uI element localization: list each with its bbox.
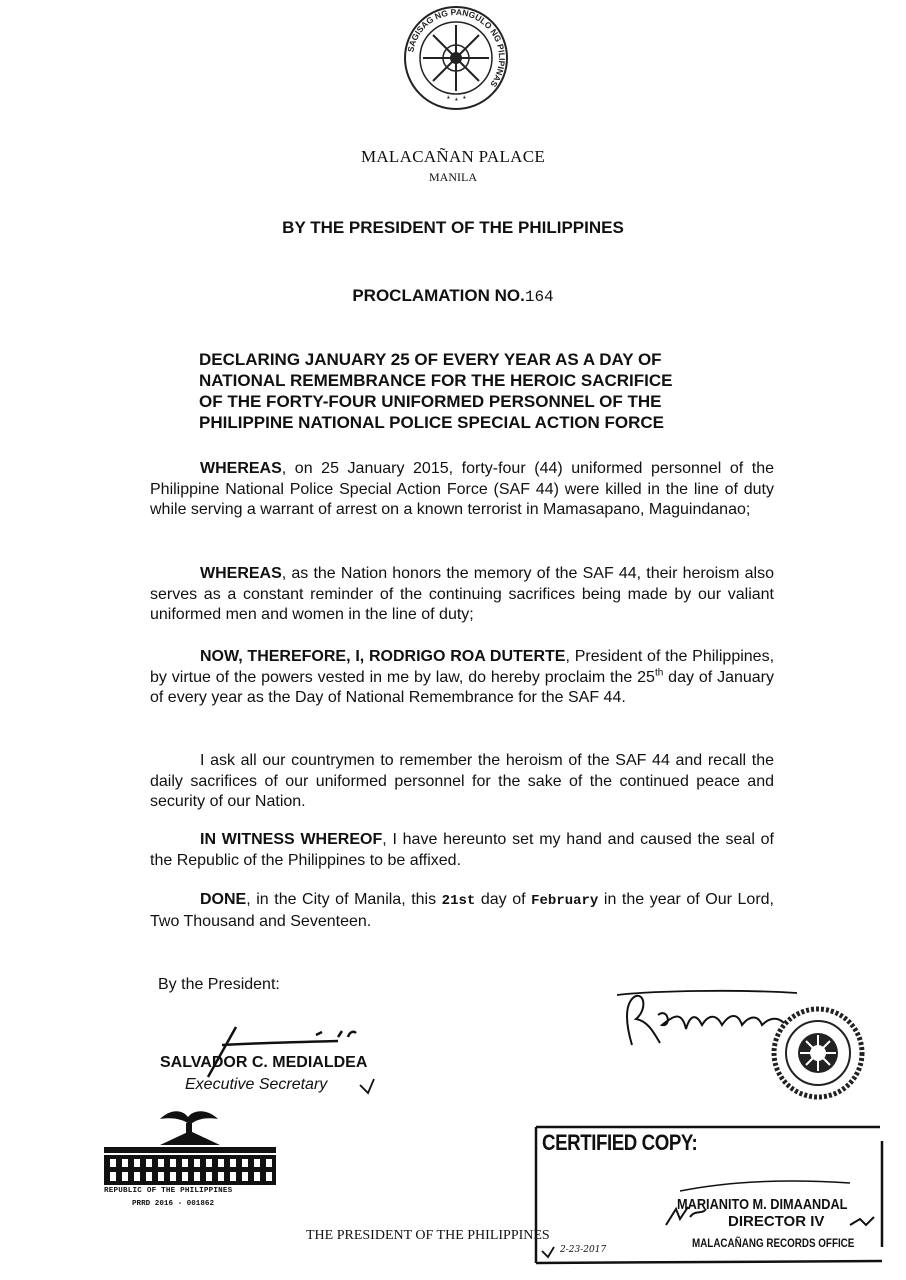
certified-copy-title: CERTIFIED COPY: bbox=[542, 1130, 698, 1155]
by-the-president-label: By the President: bbox=[158, 976, 280, 993]
handwritten-date: 2-23-2017 bbox=[560, 1245, 607, 1255]
whereas-paragraph-1 bbox=[150, 459, 774, 521]
malacanang-palace-icon bbox=[100, 1107, 280, 1192]
records-office: MALACAÑANG RECORDS OFFICE bbox=[692, 1236, 855, 1250]
footer-text: THE PRESIDENT OF THE PHILIPPINES bbox=[306, 1228, 550, 1243]
paragraph-text: day of January of every year as the Day of National Remembrance for the SAF 44. bbox=[150, 668, 774, 706]
paragraph-text: day of bbox=[475, 891, 532, 908]
whereas-paragraph-2 bbox=[150, 564, 774, 626]
paragraph-text: in the year of Our Lord, Two Thousand and Seventeen. bbox=[150, 891, 774, 930]
paragraph-text: , I have hereunto set my hand and caused the seal of the Republic of the Philippines to be affixed. bbox=[150, 831, 774, 869]
appeal-paragraph bbox=[150, 751, 774, 813]
proclamation-label: PROCLAMATION NO. bbox=[352, 286, 525, 305]
ordinal-suffix: th bbox=[654, 667, 664, 679]
proclamation-title bbox=[199, 349, 739, 433]
witness-paragraph bbox=[150, 830, 774, 871]
paragraph-lead: IN WITNESS WHEREOF bbox=[200, 831, 383, 848]
proclamation-number: 164 bbox=[524, 288, 554, 306]
paragraph-lead: WHEREAS bbox=[200, 460, 282, 477]
title-line: DECLARING JANUARY 25 OF EVERY YEAR AS A DAY OF bbox=[199, 350, 662, 369]
certifying-officer-position: DIRECTOR IV bbox=[728, 1213, 825, 1230]
secretary-title: Executive Secretary bbox=[185, 1076, 328, 1093]
paragraph-lead: WHEREAS bbox=[200, 565, 282, 582]
presidential-seal-icon bbox=[403, 5, 509, 111]
paragraph-text: , as the Nation honors the memory of the SAF 44, their heroism also serves as a constant reminder of the continuing sacrifices being made by our valiant uniformed men and women in the line of duty; bbox=[150, 565, 774, 623]
title-line: PHILIPPINE NATIONAL POLICE SPECIAL ACTION FORCE bbox=[199, 413, 665, 432]
paragraph-lead: NOW, THEREFORE, I, RODRIGO ROA DUTERTE bbox=[200, 648, 566, 665]
paragraph-lead: DONE bbox=[200, 891, 247, 908]
issuer-heading: BY THE PRESIDENT OF THE PHILIPPINES bbox=[282, 218, 624, 237]
proclamation-heading bbox=[0, 286, 906, 306]
paragraph-text: , in the City of Manila, this bbox=[246, 891, 442, 908]
seal-ring-text: SAGISAG NG PANGULO NG PILIPINAS bbox=[405, 6, 508, 89]
certifying-officer-name: MARIANITO M. DIMAANDAL bbox=[677, 1196, 848, 1213]
secretary-name: SALVADOR C. MEDIALDEA bbox=[160, 1054, 368, 1071]
presidential-seal-stamp-icon bbox=[770, 1005, 866, 1101]
done-paragraph bbox=[150, 890, 774, 932]
paragraph-text: I ask all our countrymen to remember the heroism of the SAF 44 and recall the daily sacrifices of our uniformed personnel for the sake of the continued peace and security of our Nation. bbox=[150, 752, 774, 810]
title-line: OF THE FORTY-FOUR UNIFORMED PERSONNEL OF THE bbox=[199, 392, 662, 411]
typed-month: February bbox=[531, 893, 599, 909]
logo-caption-republic: REPUBLIC OF THE PHILIPPINES bbox=[104, 1187, 233, 1195]
city-heading: MANILA bbox=[429, 170, 477, 184]
paragraph-text: , on 25 January 2015, forty-four (44) uniformed personnel of the Philippine National Police Special Action Force (SAF 44) were killed in the line of duty while serving a warrant of arrest on a known terrorist in Mamasapano, Maguindanao; bbox=[150, 460, 774, 518]
typed-day: 21st bbox=[441, 893, 476, 909]
title-line: NATIONAL REMEMBRANCE FOR THE HEROIC SACRIFICE bbox=[199, 371, 673, 390]
paragraph-text: , President of the Philippines, by virtue of the powers vested in me by law, do hereby proclaim the 25 bbox=[150, 648, 775, 686]
logo-caption-code: PRRD 2016 - 001862 bbox=[132, 1200, 215, 1208]
palace-heading: MALACAÑAN PALACE bbox=[360, 147, 546, 166]
now-therefore-paragraph bbox=[150, 647, 774, 709]
